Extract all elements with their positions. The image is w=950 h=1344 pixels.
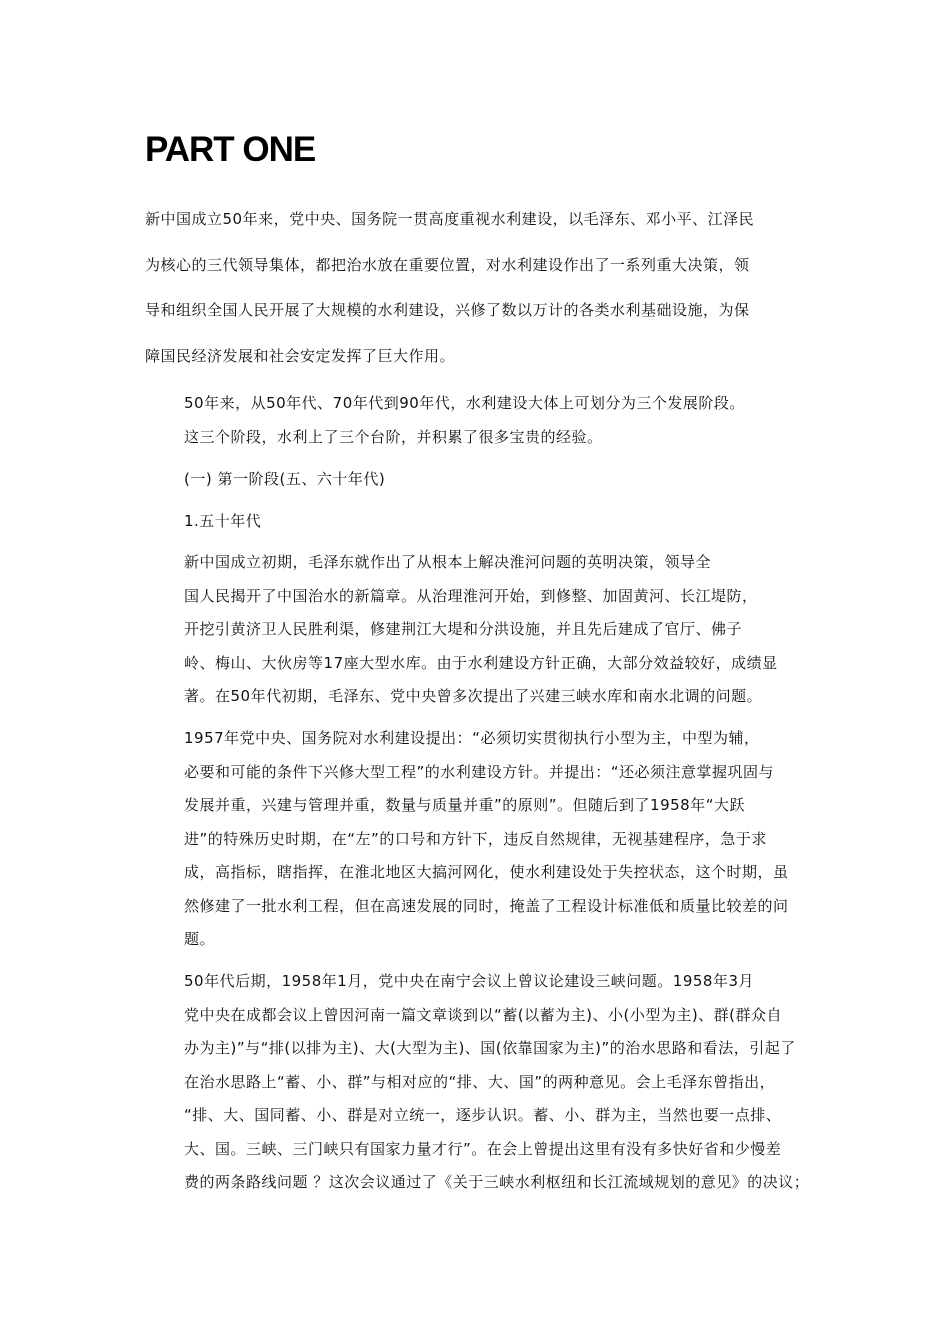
text-line: 新中国成立50年来，党中央、国务院一贯高度重视水利建设，以毛泽东、邓小平、江泽民 xyxy=(145,210,755,228)
subsection-heading-fifties xyxy=(184,505,849,539)
paragraph-early-period xyxy=(145,546,810,714)
text-line: 然修建了一批水利工程，但在高速发展的同时，掩盖了工程设计标准低和质量比较差的问 xyxy=(184,896,789,915)
page-title: PART ONE xyxy=(145,130,316,169)
text-line: 进”的特殊历史时期，在“左”的口号和方针下，违反自然规律，无视基建程序，急于求 xyxy=(184,829,767,848)
text-line: 费的两条路线问题 ？这次会议通过了《关于三峡水利枢纽和长江流域规划的意见》的决议； xyxy=(184,1173,810,1191)
text-line: 办为主)”与“排(以排为主)、大(大型为主)、国(依靠国家为主)”的治水思路和看法，引起了 xyxy=(184,1039,796,1057)
text-line: 在治水思路上“蓄、小、群”与相对应的“排、大、国”的两种意见。会上毛泽东曾指出， xyxy=(184,1072,776,1091)
paragraph-intro xyxy=(145,197,810,379)
text-line: 新中国成立初期，毛泽东就作出了从根本上解决淮河问题的英明决策，领导全 xyxy=(184,553,712,571)
text-line: 大、国。三峡、三门峡只有国家力量才行”。在会上曾提出这里有没有多快好省和少慢差 xyxy=(184,1139,782,1158)
text-line: 著。在50年代初期，毛泽东、党中央曾多次提出了兴建三峡水库和南水北调的问题。 xyxy=(184,687,763,705)
text-line: 岭、梅山、大伙房等17座大型水库。由于水利建设方针正确，大部分效益较好，成绩显 xyxy=(184,653,778,672)
text-line: “排、大、国同蓄、小、群是对立统一，逐步认识。蓄、小、群为主，当然也要一点排、 xyxy=(184,1106,782,1124)
text-line: 这三个阶段，水利上了三个台阶，并积累了很多宝贵的经验。 xyxy=(184,427,603,446)
paragraph-1957-policy xyxy=(145,722,810,957)
text-line: 国人民揭开了中国治水的新篇章。从治理淮河开始，到修整、加固黄河、长江堤防， xyxy=(184,586,758,605)
text-line: 成，高指标，瞎指挥，在淮北地区大搞河网化，使水利建设处于失控状态，这个时期，虽 xyxy=(184,863,789,881)
text-line: 导和组织全国人民开展了大规模的水利建设，兴修了数以万计的各类水利基础设施，为保 xyxy=(145,301,750,319)
paragraph-three-stages xyxy=(145,387,810,454)
text-line: 党中央在成都会议上曾因河南一篇文章谈到以“蓄(以蓄为主)、小(小型为主)、群(群众自 xyxy=(184,1005,783,1024)
paragraph-late-fifties xyxy=(145,965,810,1200)
text-line: 为核心的三代领导集体，都把治水放在重要位置，对水利建设作出了一系列重大决策，领 xyxy=(145,255,750,274)
text-line: 障国民经济发展和社会安定发挥了巨大作用。 xyxy=(145,346,456,365)
text-line: 题。 xyxy=(184,930,216,948)
text-line: 开挖引黄济卫人民胜利渠，修建荆江大堤和分洪设施，并且先后建成了官厅、佛子 xyxy=(184,620,743,638)
heading-line: 1.五十年代 xyxy=(184,512,262,530)
text-line: 必要和可能的条件下兴修大型工程”的水利建设方针。并提出：“还必须注意掌握巩固与 xyxy=(184,762,775,781)
section-heading-stage-one xyxy=(184,463,849,497)
text-line: 发展并重，兴建与管理并重，数量与质量并重”的原则”。但随后到了1958年“大跃 xyxy=(184,796,745,814)
text-line: 50年来，从50年代、70年代到90年代，水利建设大体上可划分为三个发展阶段。 xyxy=(184,394,745,412)
text-line: 50年代后期，1958年1月，党中央在南宁会议上曾议论建设三峡问题。1958年3月 xyxy=(184,972,755,990)
heading-line: (一) 第一阶段(五、六十年代) xyxy=(184,470,386,488)
text-line: 1957年党中央、国务院对水利建设提出：“必须切实贯彻执行小型为主，中型为辅， xyxy=(184,729,760,747)
